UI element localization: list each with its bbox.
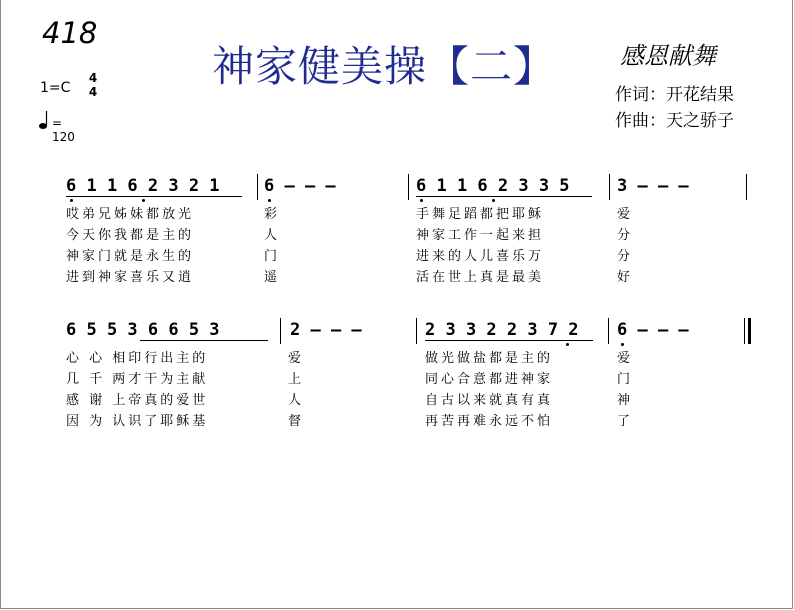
final-barline-thick: [748, 318, 751, 344]
barline: [408, 174, 409, 200]
measure-7-notes: 2 3 3 2 2 3 7 2: [425, 320, 579, 340]
lyrics-block: 爱 分 分 好: [617, 207, 634, 285]
lyrics-block: 爱 门 神 了: [617, 351, 634, 429]
eighth-beam: [140, 340, 268, 341]
measure-1-notes: 6 1 1 6 2 3 2 1: [66, 176, 220, 196]
barline: [608, 318, 609, 344]
lyricist-credit: 作词：开花结果: [615, 85, 734, 105]
octave-dot: [492, 199, 495, 202]
octave-dot: [621, 343, 624, 346]
measure-6-notes: 2 – – –: [290, 320, 362, 340]
eighth-beam: [66, 196, 242, 197]
final-barline-thin: [744, 318, 745, 344]
lyrics-block: 手舞足蹈都把耶稣 神家工作一起来担 进来的人儿喜乐万 活在世上真是最美: [416, 207, 545, 285]
time-signature-bottom: 4: [88, 85, 98, 99]
eighth-beam: [425, 340, 593, 341]
eighth-beam: [416, 196, 592, 197]
measure-5-notes: 6 5 5 3 6 6 5 3: [66, 320, 220, 340]
measure-3-notes: 6 1 1 6 2 3 3 5: [416, 176, 570, 196]
song-number: 418: [42, 16, 98, 50]
key-signature: 1=C: [40, 80, 71, 96]
lyrics-block: 彩 人 门 遥: [264, 207, 281, 285]
octave-dot: [566, 343, 569, 346]
measure-8-notes: 6 – – –: [617, 320, 689, 340]
barline: [416, 318, 417, 344]
lyrics-block: 心 心 相印行出主的 几 千 两才干为主献 感 谢 上帝真的爱世 因 为 认识了耶稣基: [66, 351, 209, 429]
time-signature-top: 4: [88, 71, 98, 85]
octave-dot: [70, 199, 73, 202]
barline: [746, 174, 747, 200]
lyrics-block: 做光做盐都是主的 同心合意都进神家 自古以来就真有真 再苦再难永远不怕: [425, 351, 554, 429]
lyrics-block: 哎弟兄姊妹都放光 今天你我都是主的 神家门就是永生的 进到神家喜乐又逍: [66, 207, 195, 285]
measure-4-notes: 3 – – –: [617, 176, 689, 196]
page-title: 神家健美操【二】: [212, 42, 557, 91]
octave-dot: [268, 199, 271, 202]
barline: [609, 174, 610, 200]
tempo-marking: [38, 108, 88, 144]
barline: [257, 174, 258, 200]
octave-dot: [420, 199, 423, 202]
lyrics-block: 爱 上 人 督: [288, 351, 305, 429]
octave-dot: [142, 199, 145, 202]
composer-credit: 作曲：天之骄子: [615, 111, 734, 131]
measure-2-notes: 6 – – –: [264, 176, 336, 196]
barline: [280, 318, 281, 344]
subtitle: 感恩献舞: [620, 42, 716, 70]
quarter-note-icon: [38, 108, 52, 132]
tempo-value: = 120: [52, 116, 75, 144]
